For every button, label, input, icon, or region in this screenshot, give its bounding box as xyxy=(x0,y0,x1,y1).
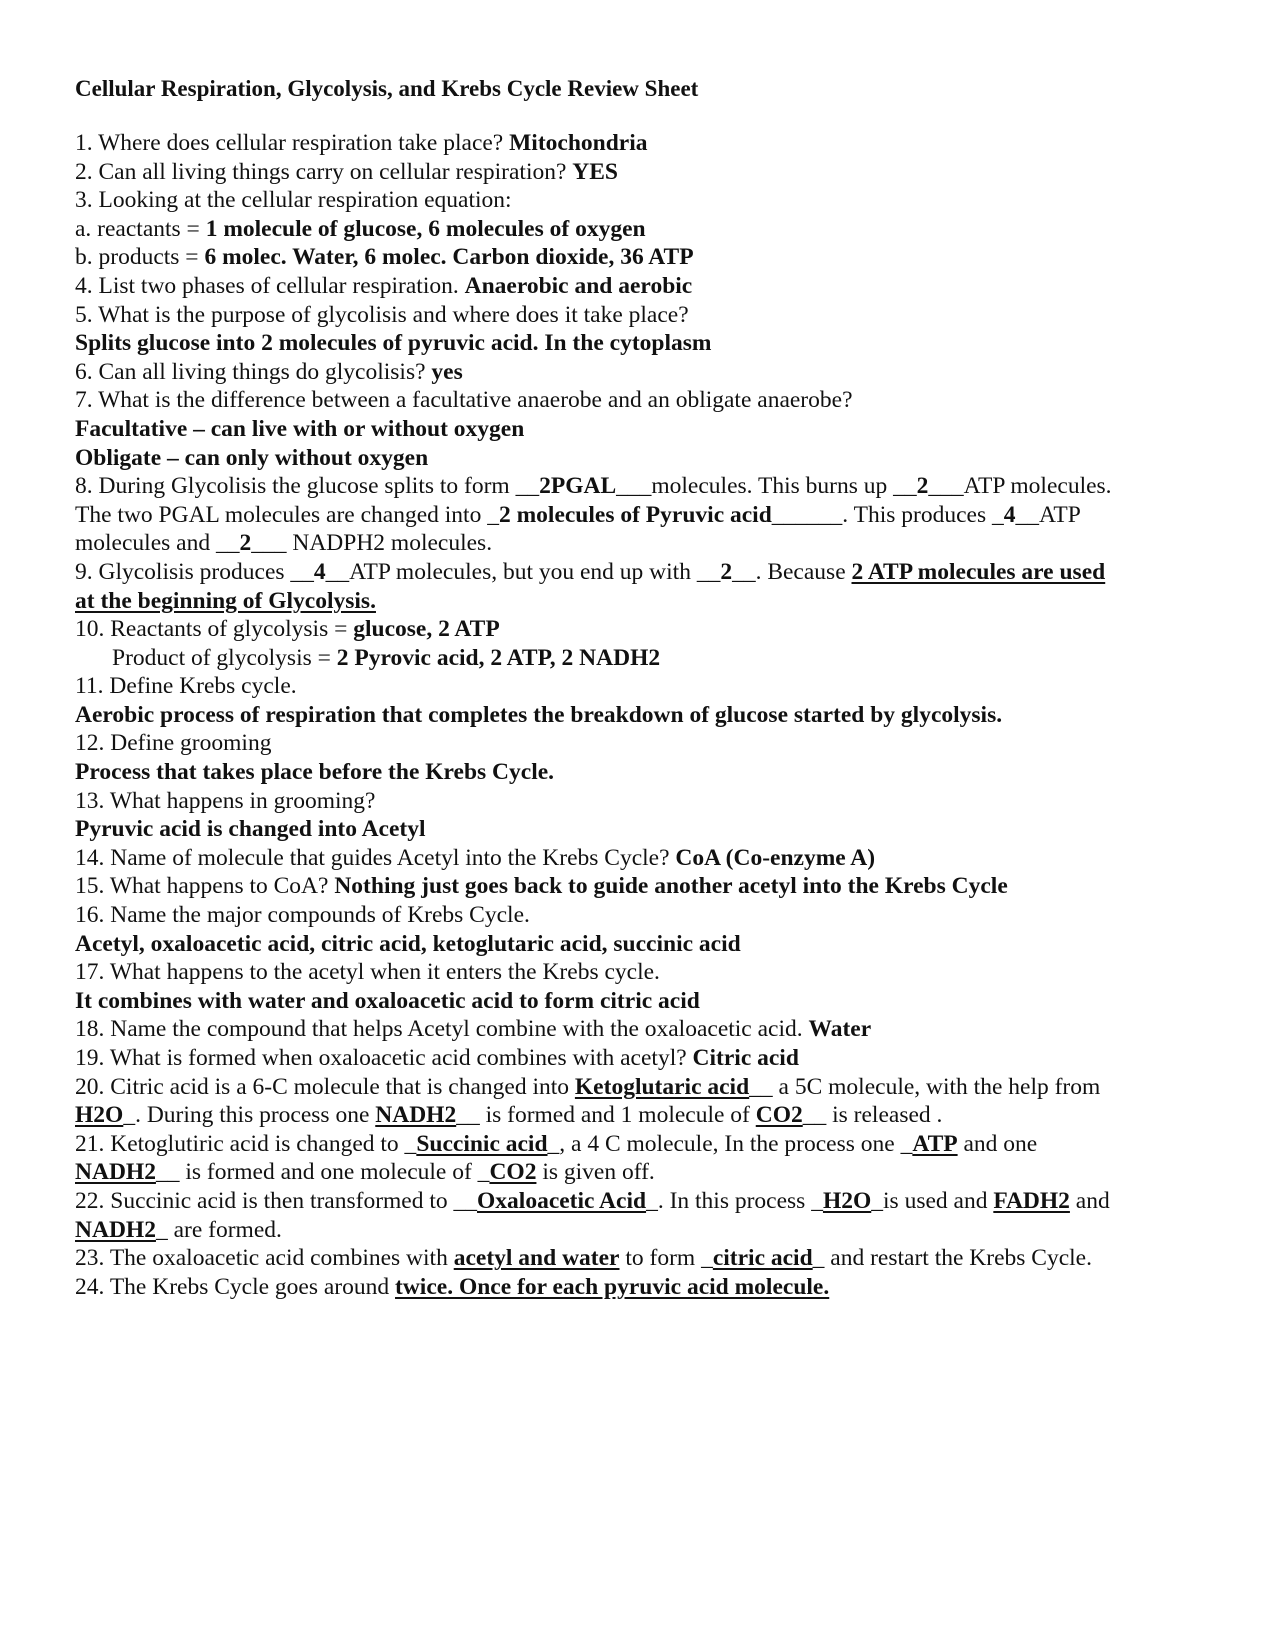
worksheet-line xyxy=(75,472,1205,501)
worksheet-line xyxy=(75,386,1205,415)
question-text: 17. What happens to the acetyl when it enters the Krebs cycle. xyxy=(75,959,660,986)
answer-text: 2 ATP molecules are used xyxy=(851,558,1106,585)
worksheet-line xyxy=(75,729,1205,758)
worksheet-line xyxy=(75,529,1205,558)
worksheet-line xyxy=(75,129,1205,158)
answer-text: Acetyl, oxaloacetic acid, citric acid, ketoglutaric acid, succinic acid xyxy=(75,930,741,957)
question-text: 9. Glycolisis produces __ xyxy=(75,558,314,585)
worksheet-line xyxy=(75,1216,1205,1245)
worksheet-line xyxy=(75,901,1205,930)
question-text: _is used and xyxy=(871,1187,994,1214)
question-text: is given off. xyxy=(536,1159,655,1186)
worksheet-line xyxy=(75,815,1205,844)
question-text: 7. What is the difference between a facultative anaerobe and an obligate anaerobe? xyxy=(75,387,853,414)
worksheet-line xyxy=(75,358,1205,387)
question-text: 12. Define grooming xyxy=(75,730,272,757)
worksheet-line xyxy=(75,1244,1205,1273)
answer-text: Process that takes place before the Krebs Cycle. xyxy=(75,759,555,786)
answer-text: Anaerobic and aerobic xyxy=(464,272,693,299)
answer-text: Pyruvic acid is changed into Acetyl xyxy=(75,816,426,843)
answer-text: acetyl and water xyxy=(453,1245,620,1272)
worksheet-line xyxy=(75,844,1205,873)
answer-text: 2 xyxy=(720,558,733,585)
worksheet-line xyxy=(75,558,1205,587)
question-text: __ is formed and one molecule of _ xyxy=(155,1159,490,1186)
answer-text: at the beginning of Glycolysis. xyxy=(75,587,376,614)
worksheet-line xyxy=(75,444,1205,473)
answer-text: 4 xyxy=(1003,501,1016,528)
worksheet-line xyxy=(75,1044,1205,1073)
answer-text: H2O xyxy=(75,1102,124,1129)
answer-text: yes xyxy=(431,358,463,385)
question-text: ___ NADPH2 molecules. xyxy=(251,530,493,557)
answer-text: 2 xyxy=(239,530,252,557)
question-text: _. In this process _ xyxy=(646,1187,823,1214)
question-text: The two PGAL molecules are changed into _ xyxy=(75,501,499,528)
answer-text: H2O xyxy=(822,1187,872,1214)
question-text: __ is released . xyxy=(802,1102,943,1129)
answer-text: 2 molecules of Pyruvic acid xyxy=(498,501,772,528)
worksheet-line xyxy=(75,186,1205,215)
question-text: 2. Can all living things carry on cellular respiration? xyxy=(75,158,573,185)
answer-text: NADH2 xyxy=(75,1159,156,1186)
answer-text: 1 molecule of glucose, 6 molecules of oxygen xyxy=(205,215,646,242)
worksheet-line xyxy=(75,701,1205,730)
question-text: 8. During Glycolisis the glucose splits to form __ xyxy=(75,473,540,500)
answer-text: Facultative – can live with or without oxygen xyxy=(75,415,525,442)
worksheet-line xyxy=(75,243,1205,272)
question-text: 11. Define Krebs cycle. xyxy=(75,673,297,700)
answer-text: FADH2 xyxy=(993,1187,1070,1214)
answer-text: Mitochondria xyxy=(509,130,648,156)
answer-text: 6 molec. Water, 6 molec. Carbon dioxide, 36 ATP xyxy=(204,244,694,271)
worksheet-line xyxy=(75,758,1205,787)
question-text: and one xyxy=(957,1130,1038,1157)
answer-text: NADH2 xyxy=(75,1216,156,1243)
question-text: 14. Name of molecule that guides Acetyl into the Krebs Cycle? xyxy=(75,844,676,871)
worksheet-line xyxy=(75,1073,1205,1102)
question-text: 20. Citric acid is a 6-C molecule that is changed into xyxy=(75,1073,575,1100)
question-text: 1. Where does cellular respiration take place? xyxy=(75,130,510,156)
answer-text: twice. Once for each pyruvic acid molecule. xyxy=(395,1273,830,1300)
answer-text: Aerobic process of respiration that completes the breakdown of glucose started by glycolysis. xyxy=(75,701,1003,728)
worksheet-title: Cellular Respiration, Glycolysis, and Krebs Cycle Review Sheet xyxy=(75,76,699,101)
worksheet-line xyxy=(75,644,1205,673)
answer-text: Water xyxy=(808,1016,872,1043)
question-text: _ are formed. xyxy=(155,1216,282,1243)
question-text: _ and restart the Krebs Cycle. xyxy=(812,1245,1092,1272)
worksheet-line xyxy=(75,987,1205,1016)
worksheet-line xyxy=(75,215,1205,244)
worksheet-line xyxy=(75,1187,1205,1216)
worksheet-line xyxy=(75,787,1205,816)
question-text: __ is formed and 1 molecule of xyxy=(456,1102,756,1129)
question-text: to form _ xyxy=(619,1245,713,1272)
answer-text: CoA (Co-enzyme A) xyxy=(675,844,876,871)
question-text: 15. What happens to CoA? xyxy=(75,873,335,900)
question-text: 5. What is the purpose of glycolisis and where does it take place? xyxy=(75,301,689,328)
answer-text: citric acid xyxy=(712,1245,813,1272)
question-text: and xyxy=(1069,1187,1110,1214)
question-text: __. Because xyxy=(732,558,852,585)
worksheet-line xyxy=(75,272,1205,301)
answer-text: Nothing just goes back to guide another acetyl into the Krebs Cycle xyxy=(334,873,1008,900)
worksheet-line xyxy=(75,501,1205,530)
answer-text: Succinic acid xyxy=(416,1130,548,1157)
question-text: ______. This produces _ xyxy=(771,501,1004,528)
question-text: ___ATP molecules. xyxy=(928,473,1112,500)
question-text: 19. What is formed when oxaloacetic acid combines with acetyl? xyxy=(75,1045,693,1071)
question-text: 24. The Krebs Cycle goes around xyxy=(75,1273,396,1300)
question-text: _, a 4 C molecule, In the process one _ xyxy=(547,1130,913,1157)
question-text: 18. Name the compound that helps Acetyl combine with the oxaloacetic acid. xyxy=(75,1016,809,1043)
worksheet-line xyxy=(75,1273,1205,1302)
answer-text: 2 xyxy=(916,473,929,500)
worksheet-line xyxy=(75,615,1205,644)
worksheet-line xyxy=(75,930,1205,959)
question-text: _. During this process one xyxy=(123,1102,376,1129)
answer-text: CO2 xyxy=(755,1102,803,1129)
question-text: 16. Name the major compounds of Krebs Cycle. xyxy=(75,902,530,929)
worksheet-line xyxy=(75,672,1205,701)
worksheet-line xyxy=(75,1158,1205,1187)
answer-text: NADH2 xyxy=(375,1102,457,1129)
worksheet-page xyxy=(75,74,1205,1301)
worksheet-body xyxy=(75,129,1205,1301)
answer-text: Splits glucose into 2 molecules of pyruvic acid. In the cytoplasm xyxy=(75,330,712,357)
answer-text: It combines with water and oxaloacetic acid to form citric acid xyxy=(75,987,700,1014)
answer-text: ATP xyxy=(912,1130,958,1157)
worksheet-line xyxy=(75,1130,1205,1159)
answer-text: Oxaloacetic Acid xyxy=(477,1187,647,1214)
question-text: 3. Looking at the cellular respiration equation: xyxy=(75,187,512,214)
question-text: __ a 5C molecule, with the help from xyxy=(749,1073,1101,1100)
worksheet-line xyxy=(75,587,1205,616)
question-text: __ATP xyxy=(1015,501,1081,528)
question-text: 6. Can all living things do glycolisis? xyxy=(75,358,432,385)
question-text: molecules and __ xyxy=(75,530,240,557)
answer-text: Citric acid xyxy=(692,1045,799,1071)
worksheet-line xyxy=(75,329,1205,358)
answer-text: glucose, 2 ATP xyxy=(353,616,500,643)
question-text: 10. Reactants of glycolysis = xyxy=(75,616,354,643)
worksheet-line xyxy=(75,1015,1205,1044)
worksheet-line xyxy=(75,872,1205,901)
question-text: __ATP molecules, but you end up with __ xyxy=(325,558,721,585)
worksheet-line xyxy=(75,158,1205,187)
answer-text: CO2 xyxy=(489,1159,537,1186)
worksheet-line xyxy=(75,1101,1205,1130)
question-text: Product of glycolysis = xyxy=(112,644,337,671)
question-text: 4. List two phases of cellular respiration. xyxy=(75,272,465,299)
worksheet-line xyxy=(75,301,1205,330)
answer-text: Ketoglutaric acid xyxy=(574,1073,750,1100)
question-text: 22. Succinic acid is then transformed to __ xyxy=(75,1187,478,1214)
question-text: a. reactants = xyxy=(75,215,206,242)
question-text: 13. What happens in grooming? xyxy=(75,787,376,814)
worksheet-line xyxy=(75,415,1205,444)
question-text: b. products = xyxy=(75,244,205,271)
question-text: 23. The oxaloacetic acid combines with xyxy=(75,1245,454,1272)
question-text: ___molecules. This burns up __ xyxy=(616,473,917,500)
answer-text: Obligate – can only without oxygen xyxy=(75,444,429,471)
answer-text: YES xyxy=(572,158,618,185)
answer-text: 2PGAL xyxy=(539,473,617,500)
answer-text: 2 Pyrovic acid, 2 ATP, 2 NADH2 xyxy=(336,644,661,671)
answer-text: 4 xyxy=(313,558,326,585)
question-text: 21. Ketoglutiric acid is changed to _ xyxy=(75,1130,417,1157)
worksheet-line xyxy=(75,958,1205,987)
